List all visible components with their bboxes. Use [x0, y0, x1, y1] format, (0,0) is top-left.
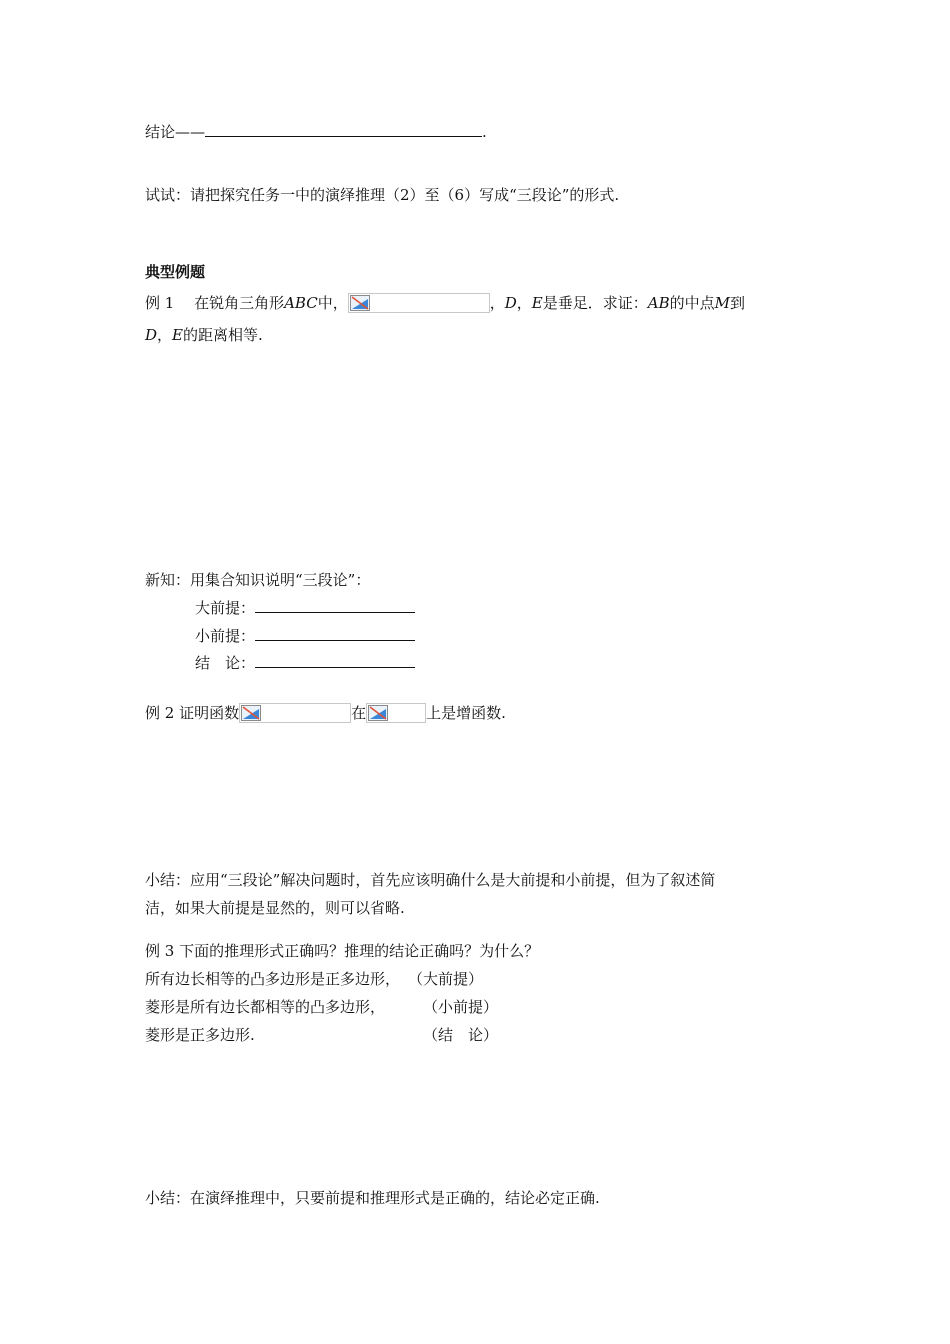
formula-image-placeholder	[348, 293, 490, 313]
minor-premise-tag: （小前提）	[423, 998, 499, 1016]
section-title: 典型例题	[145, 263, 206, 281]
conclusion-blank[interactable]	[205, 122, 482, 137]
conclusion-premise-line: 结 论：	[195, 653, 415, 673]
conclusion-premise-blank[interactable]	[255, 653, 415, 668]
major-premise-tag: （大前提）	[408, 970, 484, 988]
summary2-paragraph: 小结：在演绎推理中，只要前提和推理形式是正确的，结论必定正确.	[145, 1189, 600, 1207]
example3-title: 例 3 下面的推理形式正确吗？推理的结论正确吗？为什么？	[145, 942, 540, 960]
try-paragraph: 试试：请把探究任务一中的演绎推理（2）至（6）写成“三段论”的形式.	[145, 186, 620, 204]
broken-image-icon	[241, 705, 261, 721]
minor-premise-blank[interactable]	[255, 626, 415, 641]
example2-line: 例 2 证明函数 在 上是增函数.	[145, 704, 506, 722]
conclusion-line	[145, 122, 487, 142]
minor-premise-line: 小前提：	[195, 626, 415, 646]
major-premise-line: 大前提：	[195, 598, 415, 618]
conclusion-tag: （结 论）	[423, 1026, 499, 1044]
broken-image-icon	[368, 705, 388, 721]
conclusion-label: 结论——	[145, 123, 206, 141]
major-premise-blank[interactable]	[255, 598, 415, 613]
example3-statement1: 所有边长相等的凸多边形是正多边形， （大前提）	[145, 970, 484, 988]
summary1-line1: 小结：应用“三段论”解决问题时，首先应该明确什么是大前提和小前提，但为了叙述简	[145, 871, 716, 889]
example1-line2: D，E的距离相等.	[145, 326, 263, 344]
broken-image-icon	[350, 295, 370, 311]
example3-statement2: 菱形是所有边长都相等的凸多边形， （小前提）	[145, 998, 499, 1016]
example3-statement3: 菱形是正多边形. （结 论）	[145, 1026, 499, 1044]
function-image-placeholder	[239, 703, 351, 723]
interval-image-placeholder	[366, 703, 426, 723]
summary1-line2: 洁，如果大前提是显然的，则可以省略.	[145, 899, 405, 917]
example1-line1: 例 1 在锐角三角形ABC中， ，D，E是垂足．求证：AB的中点M到	[145, 294, 746, 312]
new-knowledge-title: 新知：用集合知识说明“三段论”：	[145, 571, 371, 589]
conclusion-end: .	[482, 123, 487, 141]
